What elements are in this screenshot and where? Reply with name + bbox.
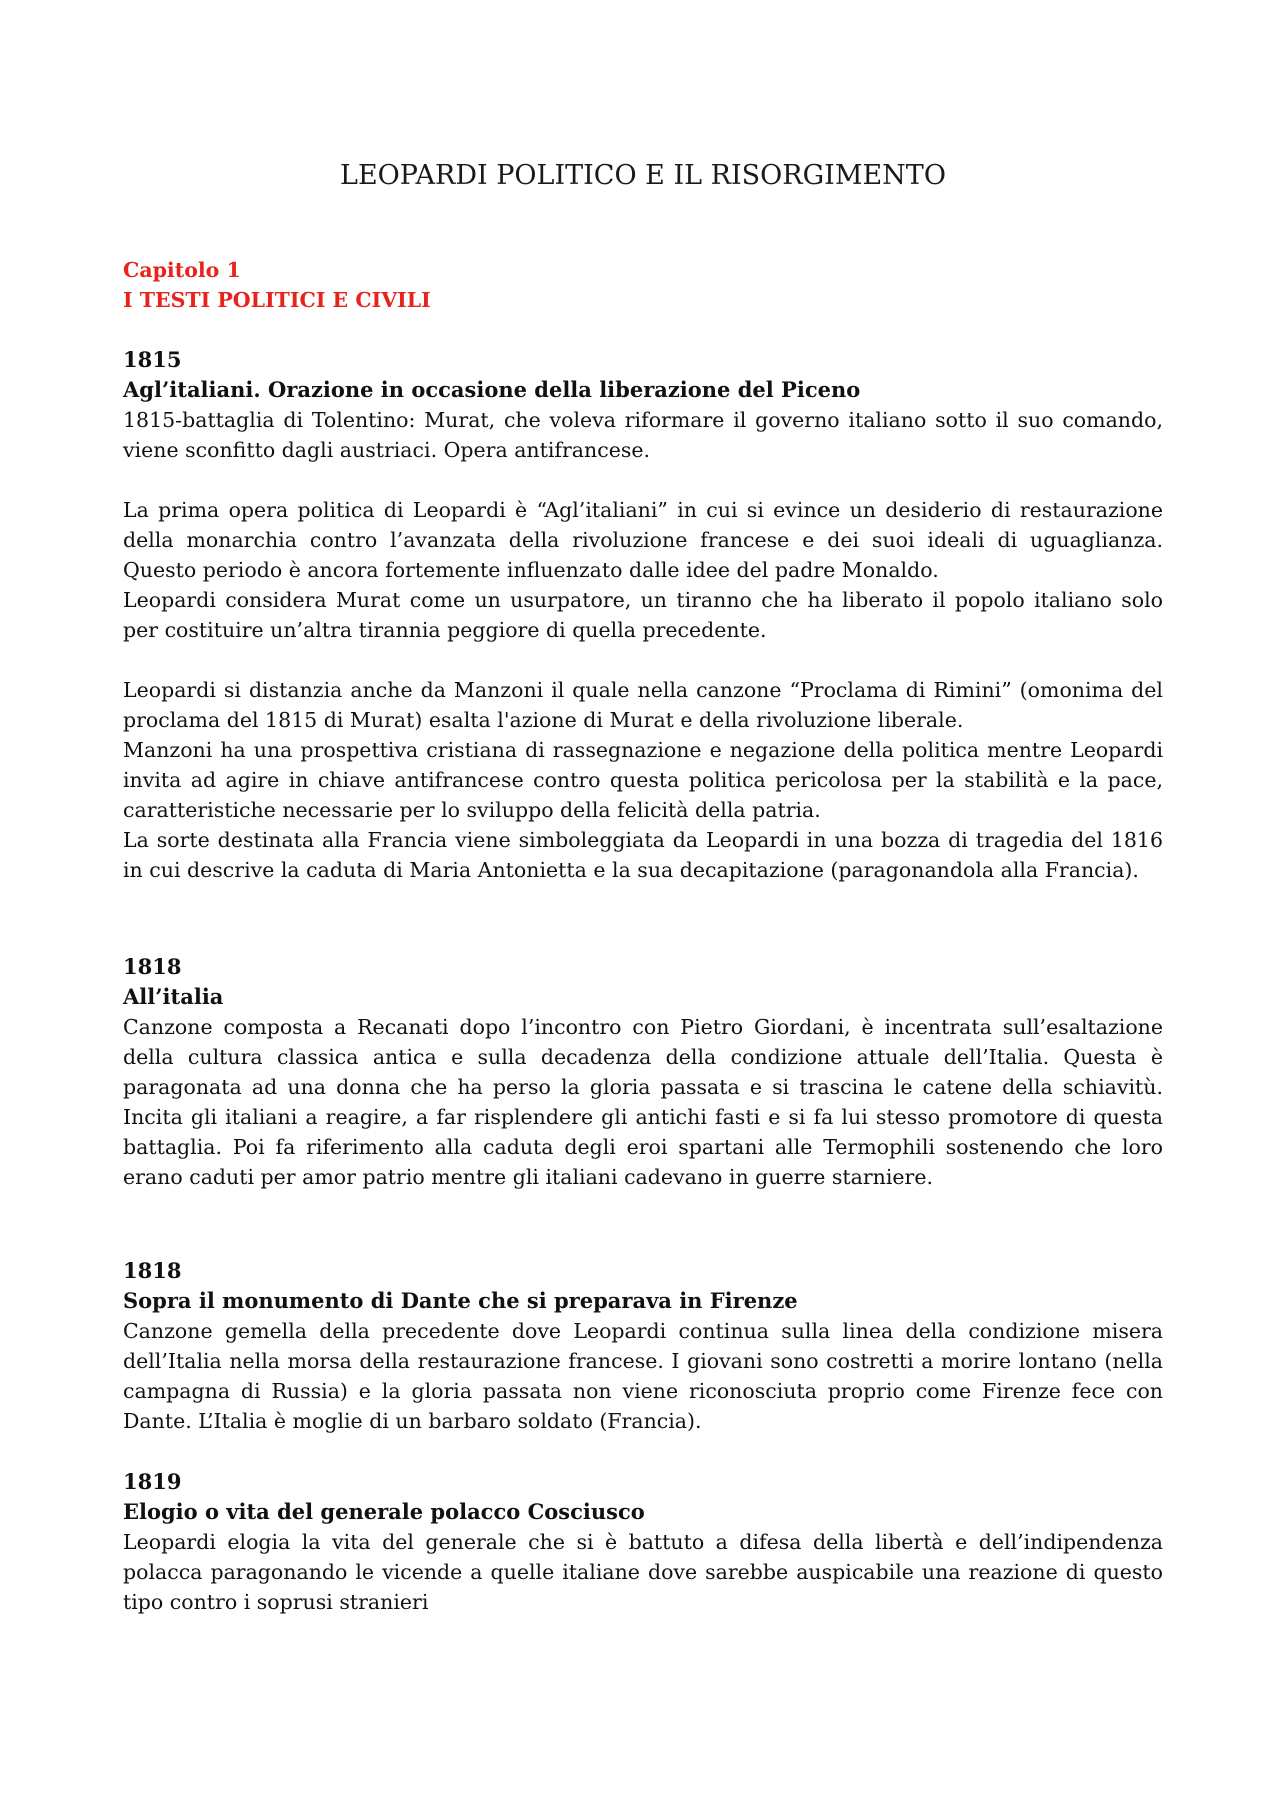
paragraph: Leopardi considera Murat come un usurpatore, un tiranno che ha liberato il popolo italiano solo per costituire un’altra tirannia peggiore di quella precedente.	[123, 588, 1163, 642]
section-1815-agl-italiani	[123, 345, 1163, 885]
section-year: 1815	[123, 347, 182, 372]
paragraph: La prima opera politica di Leopardi è “Agl’italiani” in cui si evince un desiderio di restaurazione della monarchia contro l’avanzata della rivoluzione francese e dei suoi ideali di uguaglianza. Questo periodo è ancora fortemente influenzato dalle idee del padre Monaldo.	[123, 498, 1163, 582]
chapter-title: I TESTI POLITICI E CIVILI	[123, 288, 431, 312]
chapter-header	[123, 255, 431, 315]
section-heading: Agl’italiani. Orazione in occasione della liberazione del Piceno	[123, 377, 861, 402]
section-heading: All’italia	[123, 984, 224, 1009]
section-year: 1818	[123, 954, 182, 979]
paragraph: Manzoni ha una prospettiva cristiana di rassegnazione e negazione della politica mentre Leopardi invita ad agire in chiave antifrancese contro questa politica pericolosa per la stabilità e la pace, caratteristiche necessarie per lo sviluppo della felicità della patria.	[123, 738, 1163, 822]
document-title: LEOPARDI POLITICO E IL RISORGIMENTO	[340, 160, 946, 191]
paragraph: 1815-battaglia di Tolentino: Murat, che voleva riformare il governo italiano sotto il suo comando, viene sconfitto dagli austriaci. Opera antifrancese.	[123, 408, 1163, 462]
section-heading: Sopra il monumento di Dante che si preparava in Firenze	[123, 1288, 798, 1313]
section-year: 1818	[123, 1258, 182, 1283]
paragraph: Canzone gemella della precedente dove Leopardi continua sulla linea della condizione misera dell’Italia nella morsa della restaurazione francese. I giovani sono costretti a morire lontano (nella campagna di Russia) e la gloria passata non viene riconosciuta proprio come Firenze fece con Dante. L’Italia è moglie di un barbaro soldato (Francia).	[123, 1319, 1163, 1433]
paragraph: Leopardi elogia la vita del generale che si è battuto a difesa della libertà e dell’indipendenza polacca paragonando le vicende a quelle italiane dove sarebbe auspicabile una reazione di questo tipo contro i soprusi stranieri	[123, 1530, 1163, 1614]
paragraph: Canzone composta a Recanati dopo l’incontro con Pietro Giordani, è incentrata sull’esaltazione della cultura classica antica e sulla decadenza della condizione attuale dell’Italia. Questa è paragonata ad una donna che ha perso la gloria passata e si trascina le catene della schiavitù. Incita gli italiani a reagire, a far risplendere gli antichi fasti e si fa lui stesso promotore di questa battaglia. Poi fa riferimento alla caduta degli eroi spartani alle Termophili sostenendo che loro erano caduti per amor patrio mentre gli italiani cadevano in guerre starniere.	[123, 1015, 1163, 1189]
paragraph: La sorte destinata alla Francia viene simboleggiata da Leopardi in una bozza di tragedia del 1816 in cui descrive la caduta di Maria Antonietta e la sua decapitazione (paragonandola alla Francia).	[123, 828, 1163, 882]
section-1818-all-italia	[123, 952, 1163, 1192]
section-heading: Elogio o vita del generale polacco Cosciusco	[123, 1499, 645, 1524]
section-year: 1819	[123, 1469, 182, 1494]
paragraph: Leopardi si distanzia anche da Manzoni il quale nella canzone “Proclama di Rimini” (omonima del proclama del 1815 di Murat) esalta l'azione di Murat e della rivoluzione liberale.	[123, 678, 1163, 732]
chapter-label: Capitolo 1	[123, 258, 241, 282]
section-1818-monumento-dante	[123, 1256, 1163, 1436]
section-1819-cosciusco	[123, 1467, 1163, 1617]
